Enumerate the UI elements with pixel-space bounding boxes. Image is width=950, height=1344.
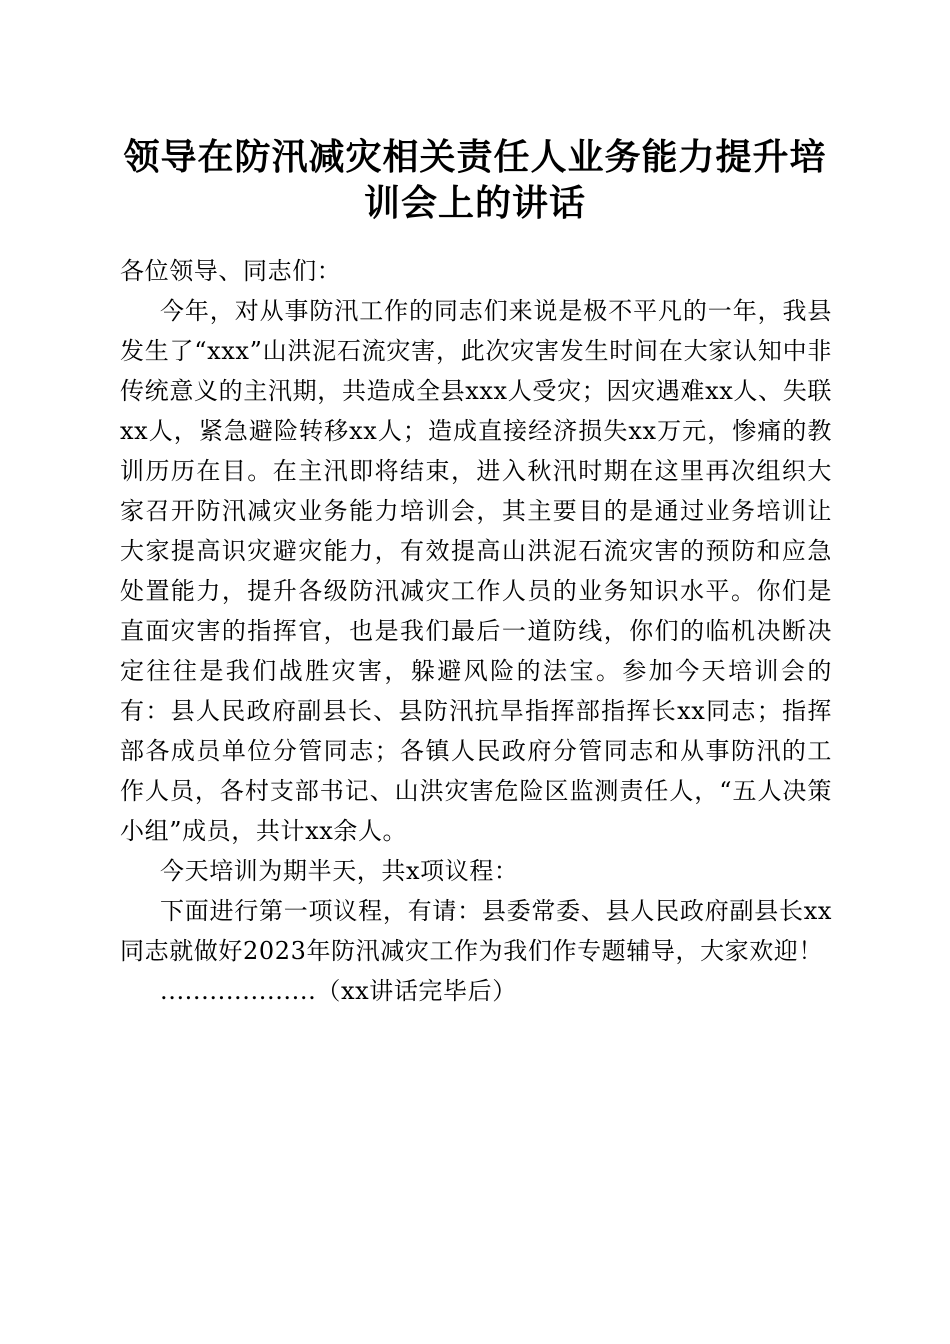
salutation: 各位领导、同志们： bbox=[120, 257, 342, 285]
paragraph-after-speech: ...................（xx讲话完毕后） bbox=[160, 977, 517, 1005]
paragraph-agenda: 今天培训为期半天，共x项议程： bbox=[160, 857, 519, 885]
document-title: 领导在防汛减灾相关责任人业务能力提升培训会上的讲话 bbox=[123, 136, 827, 224]
paragraph-opening: 今年，对从事防汛工作的同志们来说是极不平凡的一年，我县发生了“xxx”山洪泥石流灾害，此次灾害发生时间在大家认知中非传统意义的主汛期，共造成全县xxx人受灾；因灾遇难xx人、失联xx人，紧急避险转移xx人；造成直接经济损失xx万元，惨痛的教训历历在目。在主汛即将结束，进入秋汛时期在这里再次组织大家召开防汛减灾业务能力培训会，其主要目的是通过业务培训让大家提高识灾避灾能力，有效提高山洪泥石流灾害的预防和应急处置能力，提升各级防汛减灾工作人员的业务知识水平。你们是直面灾害的指挥官，也是我们最后一道防线，你们的临机决断决定往往是我们战胜灾害，躲避风险的法宝。参加今天培训会的有：县人民政府副县长、县防汛抗旱指挥部指挥长xx同志；指挥部各成员单位分管同志；各镇人民政府分管同志和从事防汛的工作人员，各村支部书记、山洪灾害危险区监测责任人，“五人决策小组”成员，共计xx余人。 bbox=[120, 297, 832, 845]
paragraph-first-item: 下面进行第一项议程，有请：县委常委、县人民政府副县长xx同志就做好2023年防汛减灾工作为我们作专题辅导，大家欢迎！ bbox=[120, 897, 832, 965]
document-body bbox=[120, 251, 832, 1011]
